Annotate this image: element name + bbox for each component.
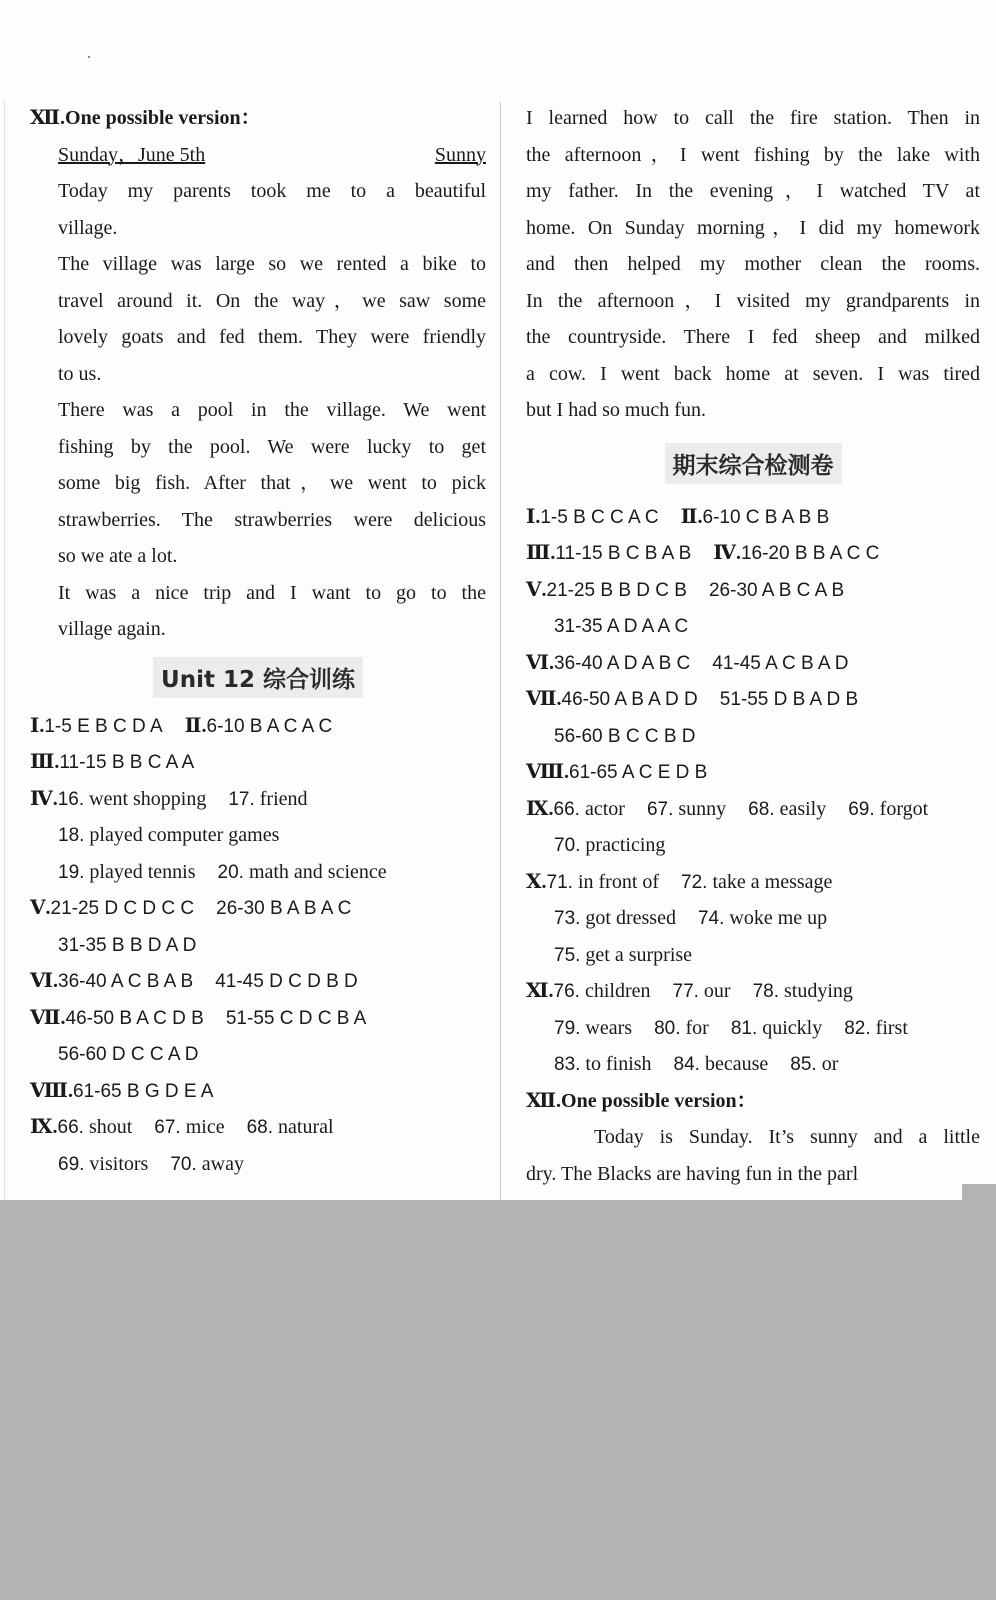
answer-row: Ⅸ.66. actor 67. sunny 68. easily 69. forgot [526,797,929,820]
essay-line: fishing by the pool. We were lucky to get [58,435,486,458]
answer-row: Ⅵ.36-40 A D A B C 41-45 A C B A D [526,651,849,674]
essay-line: In the afternoon，I visited my grandparents in [526,289,980,312]
essay-line: The village was large so we rented a bike to [58,253,486,275]
answer-row: 56-60 B C C B D [554,725,696,747]
left-column [30,100,486,1182]
answer-row: 18. played computer games [58,824,280,846]
essay-line: home. On Sunday morning，I did my homework [526,216,980,239]
answer-row: Ⅴ.21-25 B B D C B 26-30 A B C A B [526,578,845,601]
answer-row: Ⅸ.66. shout 67. mice 68. natural [30,1116,334,1138]
answer-row: 83. to finish 84. because 85. or [554,1053,839,1075]
answer-row: Ⅶ.46-50 B A C D B 51-55 C D C B A [30,1006,367,1029]
section-12-header-right: Ⅻ.One possible version： [526,1089,757,1112]
answer-row: Ⅹ.71. in front of 72. take a message [526,870,833,893]
unit-12-heading [30,648,486,708]
answer-row: 69. visitors 70. away [58,1152,244,1175]
essay-line: travel around it. On the way，we saw some [58,289,486,312]
answer-row: Ⅲ.11-15 B B C A A [30,751,195,773]
scan-gray-area [0,1200,996,1600]
diary-date: Sunday，June 5th [58,143,206,166]
essay-line: village again. [58,618,166,640]
essay-line: village. [58,216,118,239]
final-exam-heading [526,429,980,499]
answer-row: 19. played tennis 20. math and science [58,860,387,883]
essay-line: some big fish. After that，we went to pick [58,472,486,494]
section-number: Ⅻ. [30,107,66,129]
answer-row: 70. practicing [554,834,666,856]
essay-line: It was a nice trip and I want to go to the [58,581,486,604]
answer-row: 73. got dressed 74. woke me up [554,907,828,929]
answer-row: Ⅺ.76. children 77. our 78. studying [526,980,853,1002]
unit-heading-text: Unit 12 综合训练 [153,657,363,698]
answer-row: Ⅶ.46-50 A B A D D 51-55 D B A D B [526,688,859,710]
essay-line: lovely goats and fed them. They were friendly [58,326,486,348]
answer-row: Ⅵ.36-40 A C B A B 41-45 D C D B D [30,970,358,992]
answer-row: Ⅰ.1-5 E B C D A Ⅱ.6-10 B A C A C [30,714,333,737]
answer-row: 31-35 B B D A D [58,934,197,956]
answer-row: 75. get a surprise [554,943,693,966]
essay-line: so we ate a lot. [58,545,178,567]
scan-speck [88,56,90,58]
section-12-header [30,100,486,137]
essay-line: dry. The Blacks are having fun in the parl [526,1162,859,1185]
essay-line: Today is Sunday. It’s sunny and a little [594,1126,980,1148]
essay-line: to us. [58,362,102,385]
essay-line: the countryside. There I fed sheep and milked [526,326,980,348]
answer-row: 79. wears 80. for 81. quickly 82. first [554,1016,908,1039]
essay-line: a cow. I went back home at seven. I was tired [526,362,980,385]
exam-heading-text: 期末综合检测卷 [665,443,842,484]
answer-row: Ⅷ.61-65 B G D E A [30,1079,214,1102]
essay-line: Today my parents took me to a beautiful [58,180,486,202]
essay-line: the afternoon，I went fishing by the lake with [526,143,980,166]
answer-row: Ⅳ.16. went shopping 17. friend [30,787,308,810]
diary-weather: Sunny [434,143,486,166]
answer-row: Ⅴ.21-25 D C D C C 26-30 B A B A C [30,897,352,919]
answer-row: Ⅰ.1-5 B C C A C Ⅱ.6-10 C B A B B [526,505,830,528]
diary-header [30,137,486,174]
essay-line: I learned how to call the fire station. Then in [526,107,980,129]
essay-line: strawberries. The strawberries were delicious [58,508,486,531]
right-column [526,100,980,1192]
answer-row: Ⅷ.61-65 A C E D B [526,761,708,783]
answer-row: 56-60 D C C A D [58,1044,199,1065]
answer-row: Ⅲ.11-15 B C B A B Ⅳ.16-20 B B A C C [526,542,880,564]
answer-row: 31-35 A D A A C [554,616,689,637]
essay-line: but I had so much fun. [526,399,706,421]
column-divider [500,102,501,1200]
section-title: One possible version： [65,107,261,129]
essay-line: my father. In the evening，I watched TV at [526,180,980,202]
page-edge-line [4,100,5,1200]
essay-line: and then helped my mother clean the rooms. [526,253,980,275]
essay-line: There was a pool in the village. We went [58,399,486,421]
